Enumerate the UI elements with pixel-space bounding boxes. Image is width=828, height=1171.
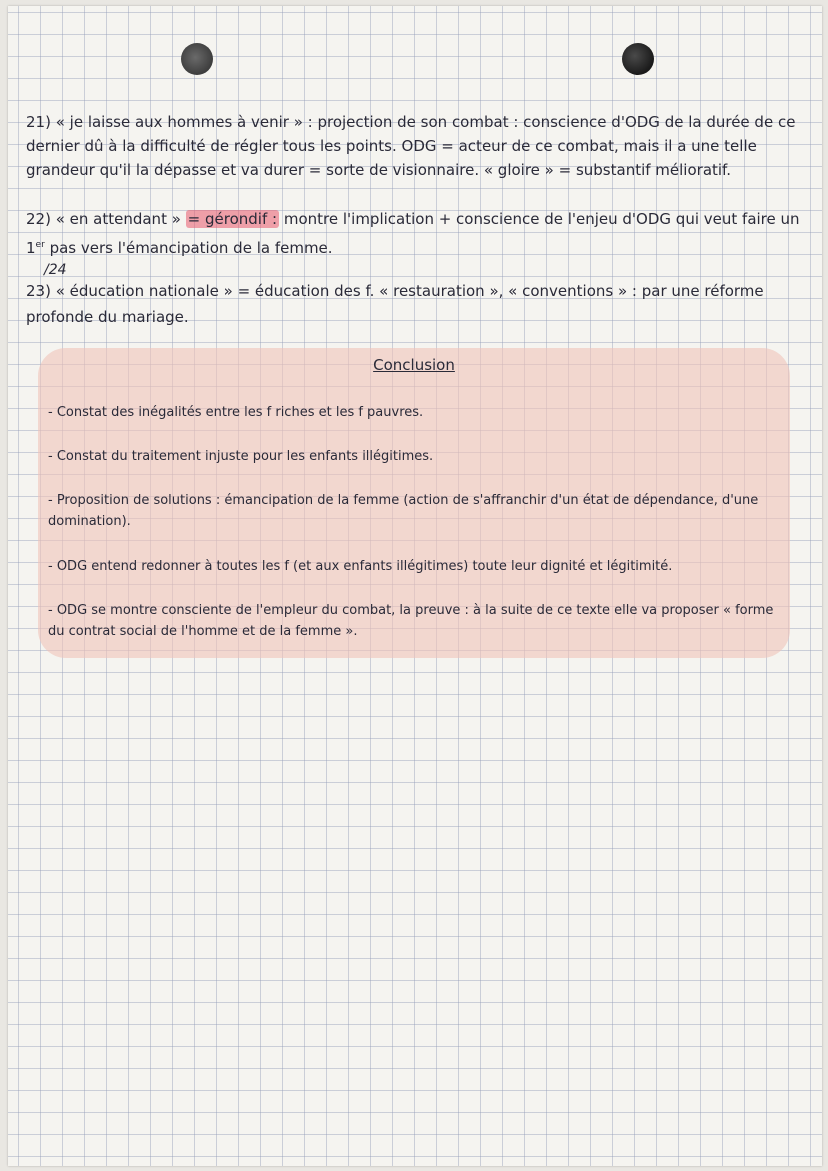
- notebook-page: [8, 6, 822, 1166]
- margin-note-24: /24: [44, 262, 67, 278]
- conclusion-box: [38, 348, 790, 658]
- highlighted-gerondif: = gérondif :: [187, 210, 278, 228]
- paragraph-22: [26, 206, 810, 261]
- conclusion-title: Conclusion: [373, 356, 455, 374]
- paragraph-21: 21) « je laisse aux hommes à venir » : projection de son combat : conscience d'ODG de la durée de ce dernier dû à la difficulté de régler tous les points. ODG = acteur de ce combat, mais il a une telle grandeur qu'il la dépasse et va durer = sorte de visionnaire. « gloire » = substantif mélioratif.: [26, 113, 796, 179]
- conclusion-item: - ODG entend redonner à toutes les f (et aux enfants illégitimes) toute leur dignité et légitimité.: [48, 559, 673, 574]
- conclusion-item: - Constat des inégalités entre les f riches et les f pauvres.: [48, 405, 424, 420]
- p22-end: pas vers l'émancipation de la femme.: [44, 239, 333, 257]
- punch-hole-right: [622, 43, 654, 75]
- conclusion-item: - Constat du traitement injuste pour les enfants illégitimes.: [48, 449, 434, 464]
- p22-mid: montre l'implication + conscience de l'enjeu d'ODG qui veut faire un 1: [26, 210, 800, 257]
- p22-superscript: er: [35, 240, 45, 250]
- paragraph-23: 23) « éducation nationale » = éducation des f. « restauration », « conventions » : par une réforme profonde du mariage.: [26, 282, 764, 326]
- conclusion-item: - ODG se montre consciente de l'empleur du combat, la preuve : à la suite de ce texte elle va proposer « forme du contrat social de l'homme et de la femme ».: [48, 603, 774, 639]
- conclusion-item: - Proposition de solutions : émancipation de la femme (action de s'affranchir d'un état de dépendance, d'une domination).: [48, 493, 759, 529]
- punch-hole-left: [181, 43, 213, 75]
- p22-start: 22) « en attendant »: [26, 210, 186, 228]
